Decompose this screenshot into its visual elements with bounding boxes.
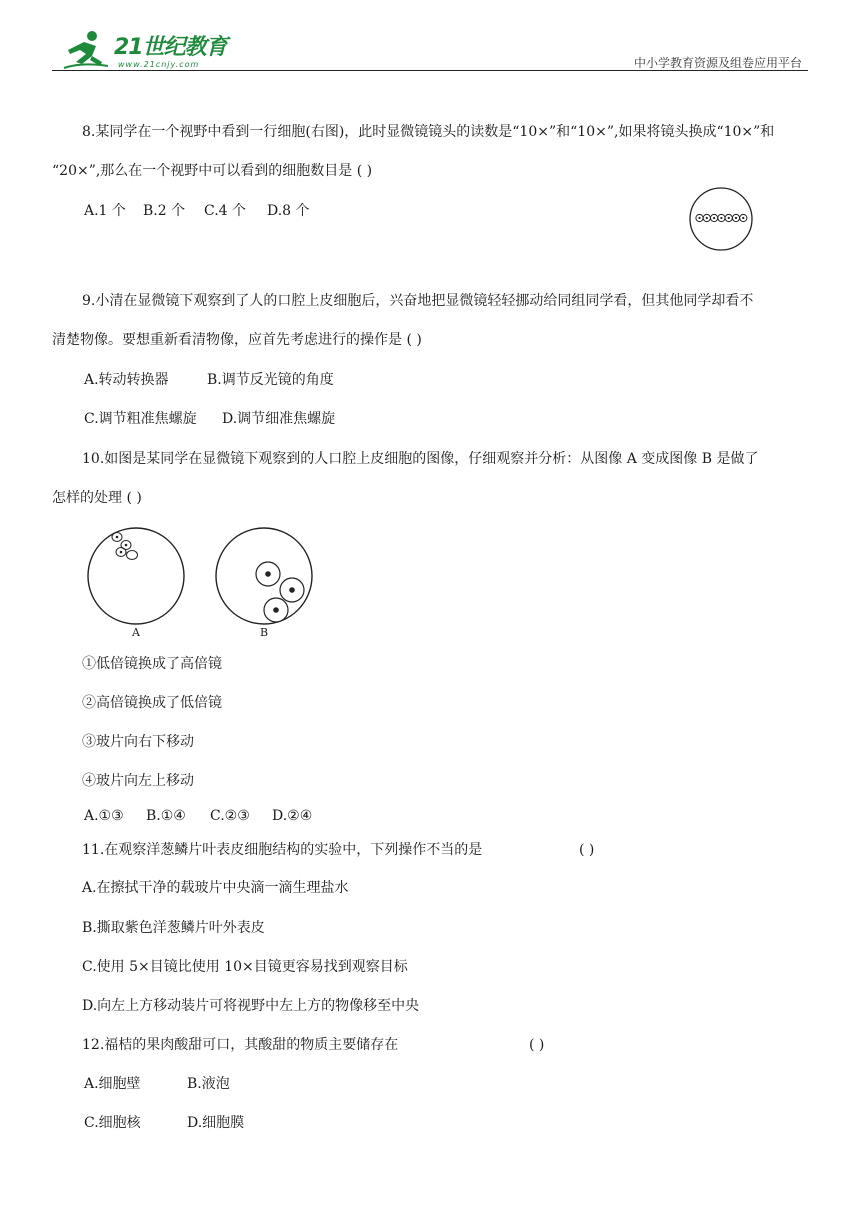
logo-text: 21世纪教育 [114, 35, 227, 60]
header-tagline: 中小学教育资源及组卷应用平台 [633, 56, 802, 70]
page-header [52, 28, 808, 72]
q9-option-a: A.转动转换器 [84, 372, 169, 388]
site-logo [62, 28, 262, 72]
q10-option-b: B.①④ [146, 808, 186, 824]
q10-stem-line2: 怎样的处理 ( ) [52, 490, 142, 506]
q10-statement-1: ①低倍镜换成了高倍镜 [82, 656, 222, 672]
q9-option-c: C.调节粗准焦螺旋 [84, 411, 197, 427]
q11-option-c: C.使用 5×目镜比使用 10×目镜更容易找到观察目标 [82, 959, 408, 975]
q8-option-d: D.8 个 [267, 203, 310, 219]
q11-answer-blank: ( ) [579, 842, 595, 858]
q11-option-a: A.在擦拭干净的载玻片中央滴一滴生理盐水 [82, 880, 349, 896]
q8-option-c: C.4 个 [204, 203, 247, 219]
q12-stem: 12.福桔的果肉酸甜可口，其酸甜的物质主要储存在 [82, 1037, 399, 1053]
q12-option-d: D.细胞膜 [187, 1115, 245, 1131]
q12-answer-blank: ( ) [529, 1037, 545, 1053]
q12-option-a: A.细胞壁 [84, 1076, 141, 1092]
q9-stem-line1: 9.小清在显微镜下观察到了人的口腔上皮细胞后，兴奋地把显微镜轻轻挪动给同组同学看，但其他同学却看不 [82, 293, 754, 309]
figure-a-label: A [132, 626, 140, 639]
q10-option-d: D.②④ [272, 808, 313, 824]
q10-stem-line1: 10.如图是某同学在显微镜下观察到的人口腔上皮细胞的图像，仔细观察并分析：从图像 A 变成图像 B 是做了 [82, 451, 759, 467]
q10-option-a: A.①③ [84, 808, 124, 824]
q10-figure-a [84, 524, 188, 642]
q12-option-c: C.细胞核 [84, 1115, 141, 1131]
header-divider [52, 70, 808, 71]
q11-option-d: D.向左上方移动装片可将视野中左上方的物像移至中央 [82, 998, 420, 1014]
q10-statement-2: ②高倍镜换成了低倍镜 [82, 695, 222, 711]
q8-option-a: A.1 个 [84, 203, 126, 219]
q11-option-b: B.撕取紫色洋葱鳞片叶外表皮 [82, 920, 265, 936]
q9-stem-line2: 清楚物像。要想重新看清物像，应首先考虑进行的操作是 ( ) [52, 332, 422, 348]
q8-option-b: B.2 个 [143, 203, 186, 219]
q9-option-d: D.调节细准焦螺旋 [222, 411, 336, 427]
q8-stem-line2: “20×”,那么在一个视野中可以看到的细胞数目是 ( ) [52, 163, 373, 179]
q10-statement-3: ③玻片向右下移动 [82, 734, 194, 750]
q8-field-of-view-figure [688, 186, 754, 252]
q8-stem-line1: 8.某同学在一个视野中看到一行细胞(右图)，此时显微镜镜头的读数是“10×”和“10×”,如果将镜头换成“10×”和 [82, 124, 775, 140]
q10-statement-4: ④玻片向左上移动 [82, 773, 194, 789]
q10-figure-b [210, 522, 316, 642]
q12-option-b: B.液泡 [187, 1076, 230, 1092]
runner-icon [62, 28, 110, 72]
logo-url: www.21cnjy.com [118, 60, 200, 69]
figure-b-label: B [259, 626, 269, 639]
q10-option-c: C.②③ [210, 808, 250, 824]
q11-stem: 11.在观察洋葱鳞片叶表皮细胞结构的实验中，下列操作不当的是 [82, 842, 483, 858]
q9-option-b: B.调节反光镜的角度 [207, 372, 334, 388]
